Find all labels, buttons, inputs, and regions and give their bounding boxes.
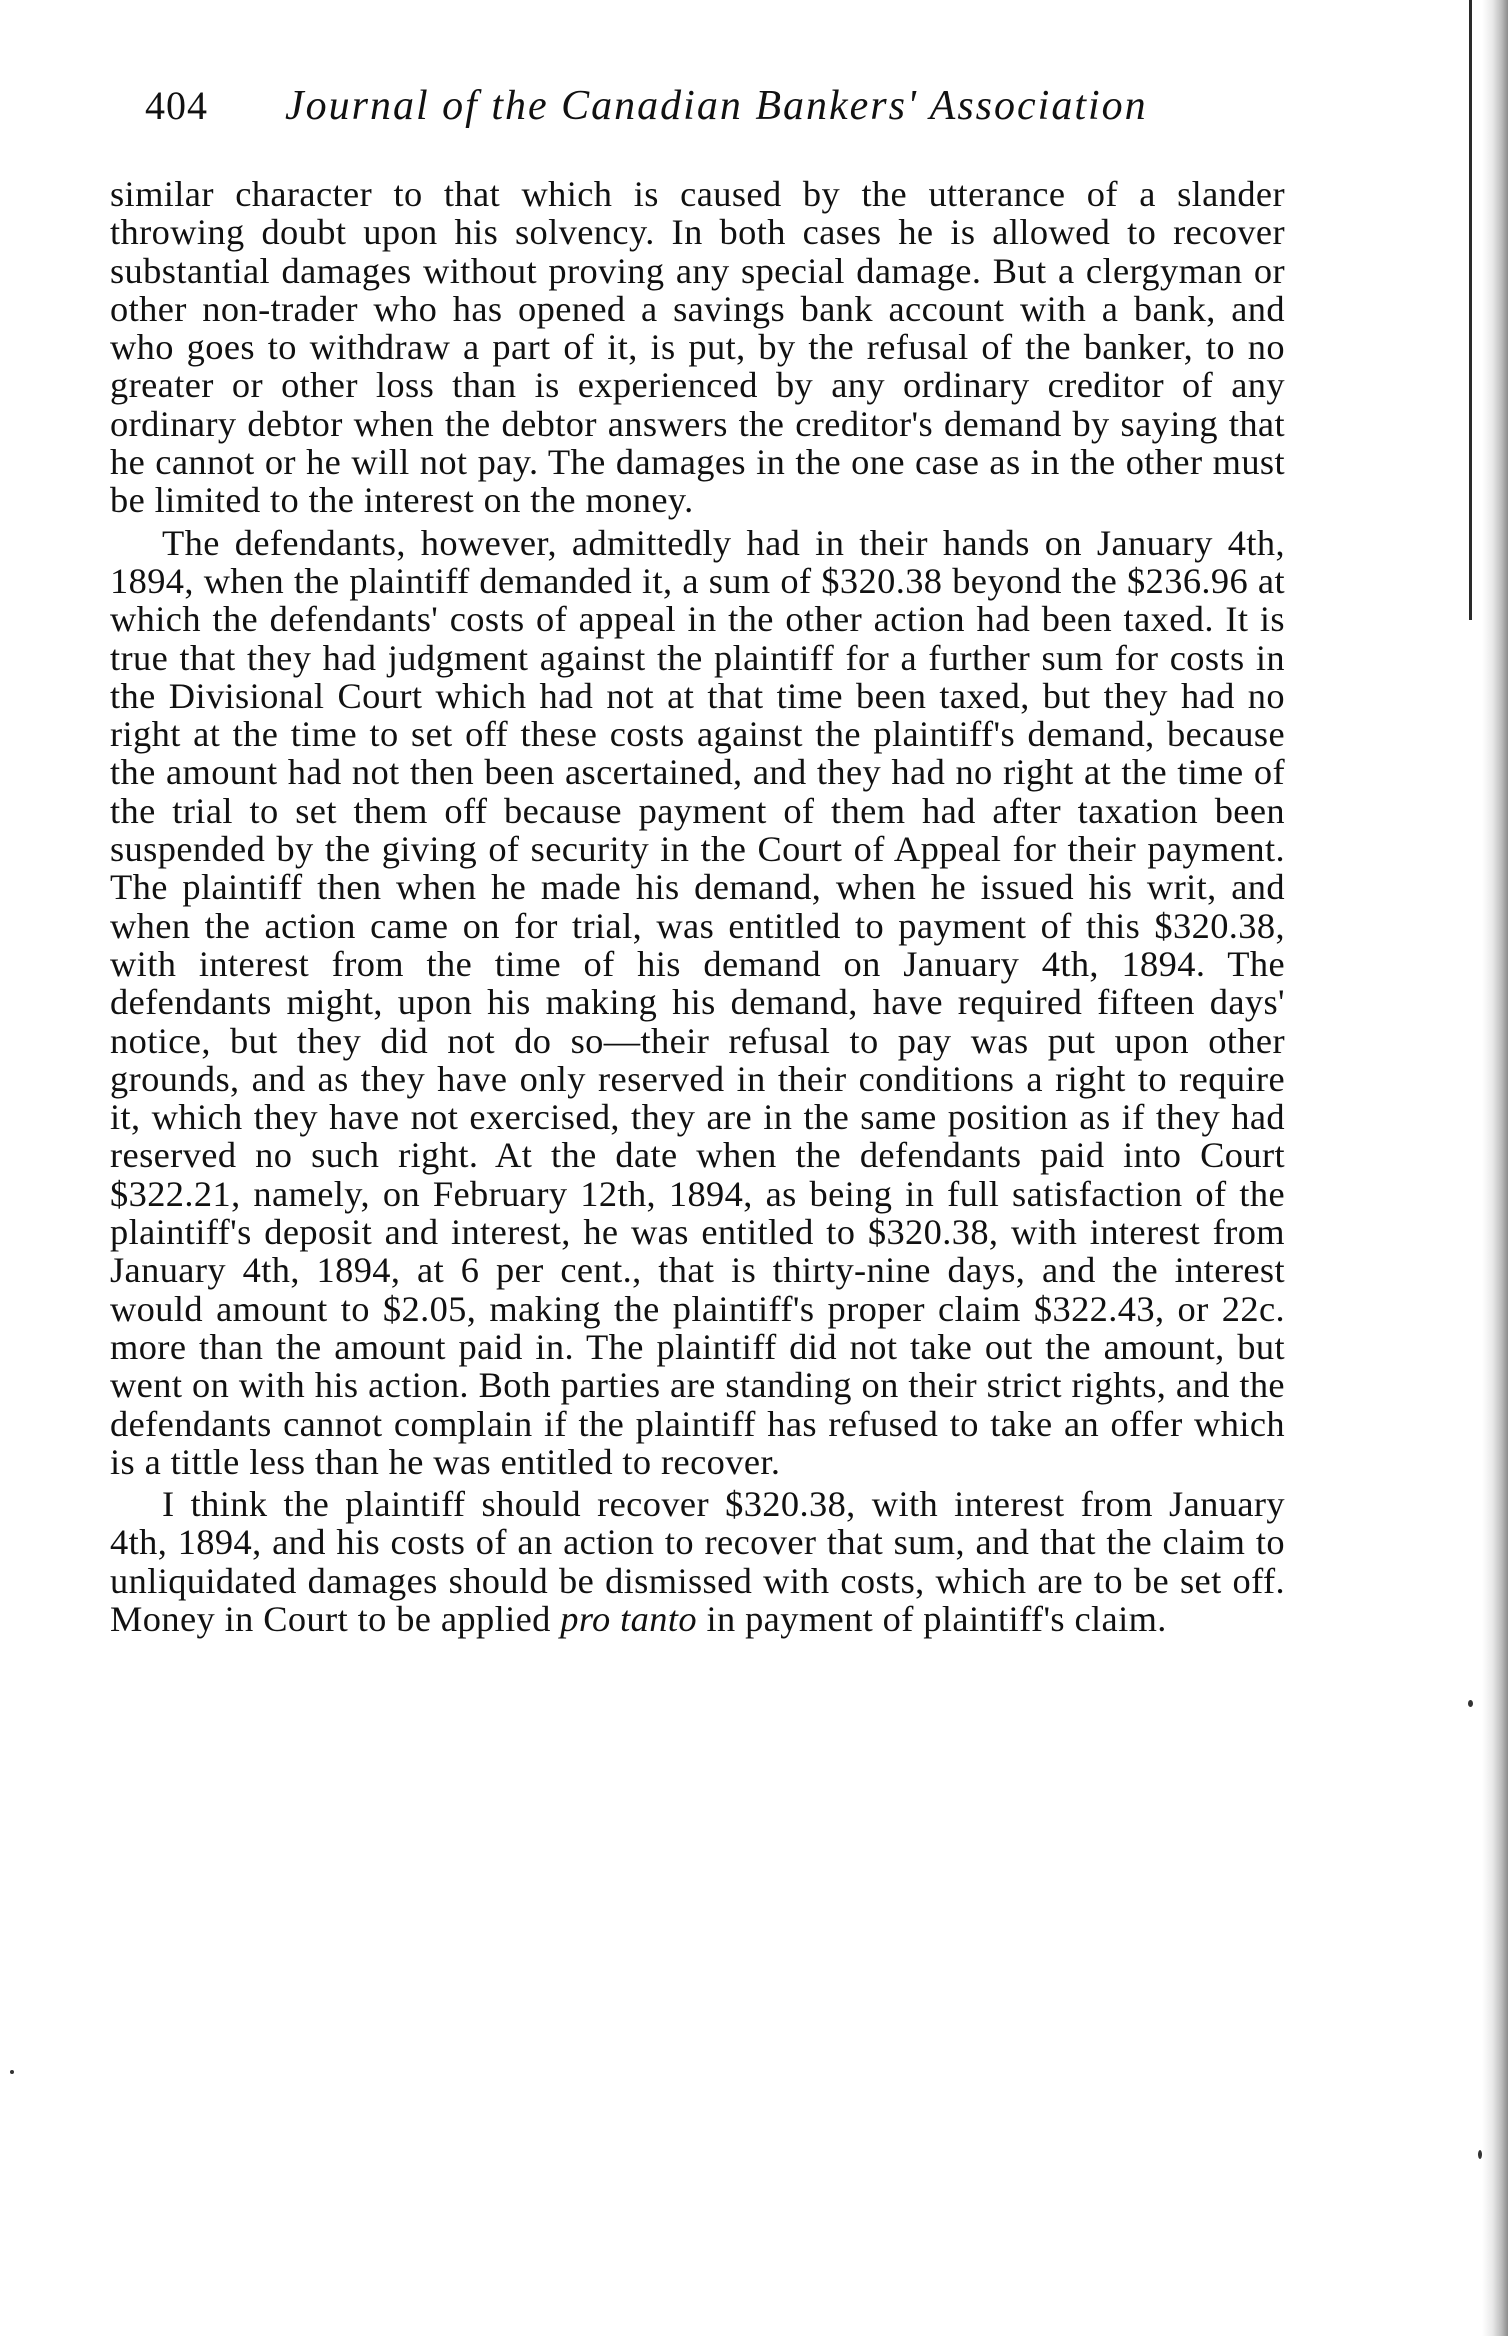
paragraph-3 bbox=[110, 1485, 1285, 1638]
page-number: 404 bbox=[145, 83, 208, 128]
running-head: Journal of the Canadian Bankers' Association bbox=[285, 83, 1148, 129]
paragraph-1: similar character to that which is caused by the utterance of a slander throwing doubt upon his solvency. In both cases he is allowed to recover substantial damages without proving any special damage. But a clergyman or other non-trader who has opened a savings bank account with a bank, and who goes to withdraw a part of it, is put, by the refusal of the banker, to no greater or other loss than is experienced by any ordinary creditor of any ordinary debtor when the debtor answers the creditor's demand by saying that he cannot or he will not pay. The damages in the one case as in the other must be limited to the interest on the money. bbox=[110, 174, 1285, 521]
paragraph-3-text-end: in payment of plaintiff's claim. bbox=[706, 1598, 1167, 1639]
margin-speck bbox=[1468, 1700, 1473, 1707]
binding-line bbox=[1469, 0, 1472, 620]
margin-speck bbox=[10, 2070, 14, 2074]
margin-speck bbox=[1478, 2150, 1482, 2159]
body-text bbox=[110, 175, 1285, 1638]
paragraph-2: The defendants, however, admittedly had in their hands on January 4th, 1894, when the plaintiff demanded it, a sum of $320.38 beyond the $236.96 at which the defendants' costs of appeal in the other action had been taxed. It is true that they had judgment against the plaintiff for a further sum for costs in the Divisional Court which had not at that time been taxed, but they had no right at the time to set off these costs against the plaintiff's demand, because the amount had not then been ascertained, and they had no right at the time of the trial to set them off because payment of them had after taxation been suspended by the giving of security in the Court of Appeal for their payment. The plaintiff then when he made his demand, when he issued his writ, and when the action came on for trial, was entitled to payment of this $320.38, with interest from the time of his demand on January 4th, 1894. The defendants might, upon his making his demand, have required fifteen days' notice, but they did not do so—their refusal to pay was put upon other grounds, and as they have only reserved in their conditions a right to require it, which they have not exercised, they are in the same position as if they had reserved no such right. At the date when the defendants paid into Court $322.21, namely, on February 12th, 1894, as being in full satisfaction of the plaintiff's deposit and interest, he was entitled to $320.38, with interest from January 4th, 1894, at 6 per cent., that is thirty-nine days, and the interest would amount to $2.05, making the plaintiff's proper claim $322.43, or 22c. more than the amount paid in. The plaintiff did not take out the amount, but went on with his action. Both parties are standing on their strict rights, and the defendants cannot complain if the plaintiff has refused to take an offer which is a tittle less than he was entitled to recover. bbox=[110, 522, 1285, 1482]
page-header bbox=[145, 82, 1245, 152]
paragraph-3-italic-phrase: pro tanto bbox=[560, 1598, 697, 1639]
page-gutter-shadow bbox=[1482, 0, 1508, 2336]
paragraph-3-text-start: I think the plaintiff should recover $320.38, with interest from January 4th, 1894, and his costs of an action to recover that sum, and that the claim to unliquidated damages should be dismissed with costs, which are to be set off. Money in Court to be applied bbox=[110, 1484, 1285, 1639]
